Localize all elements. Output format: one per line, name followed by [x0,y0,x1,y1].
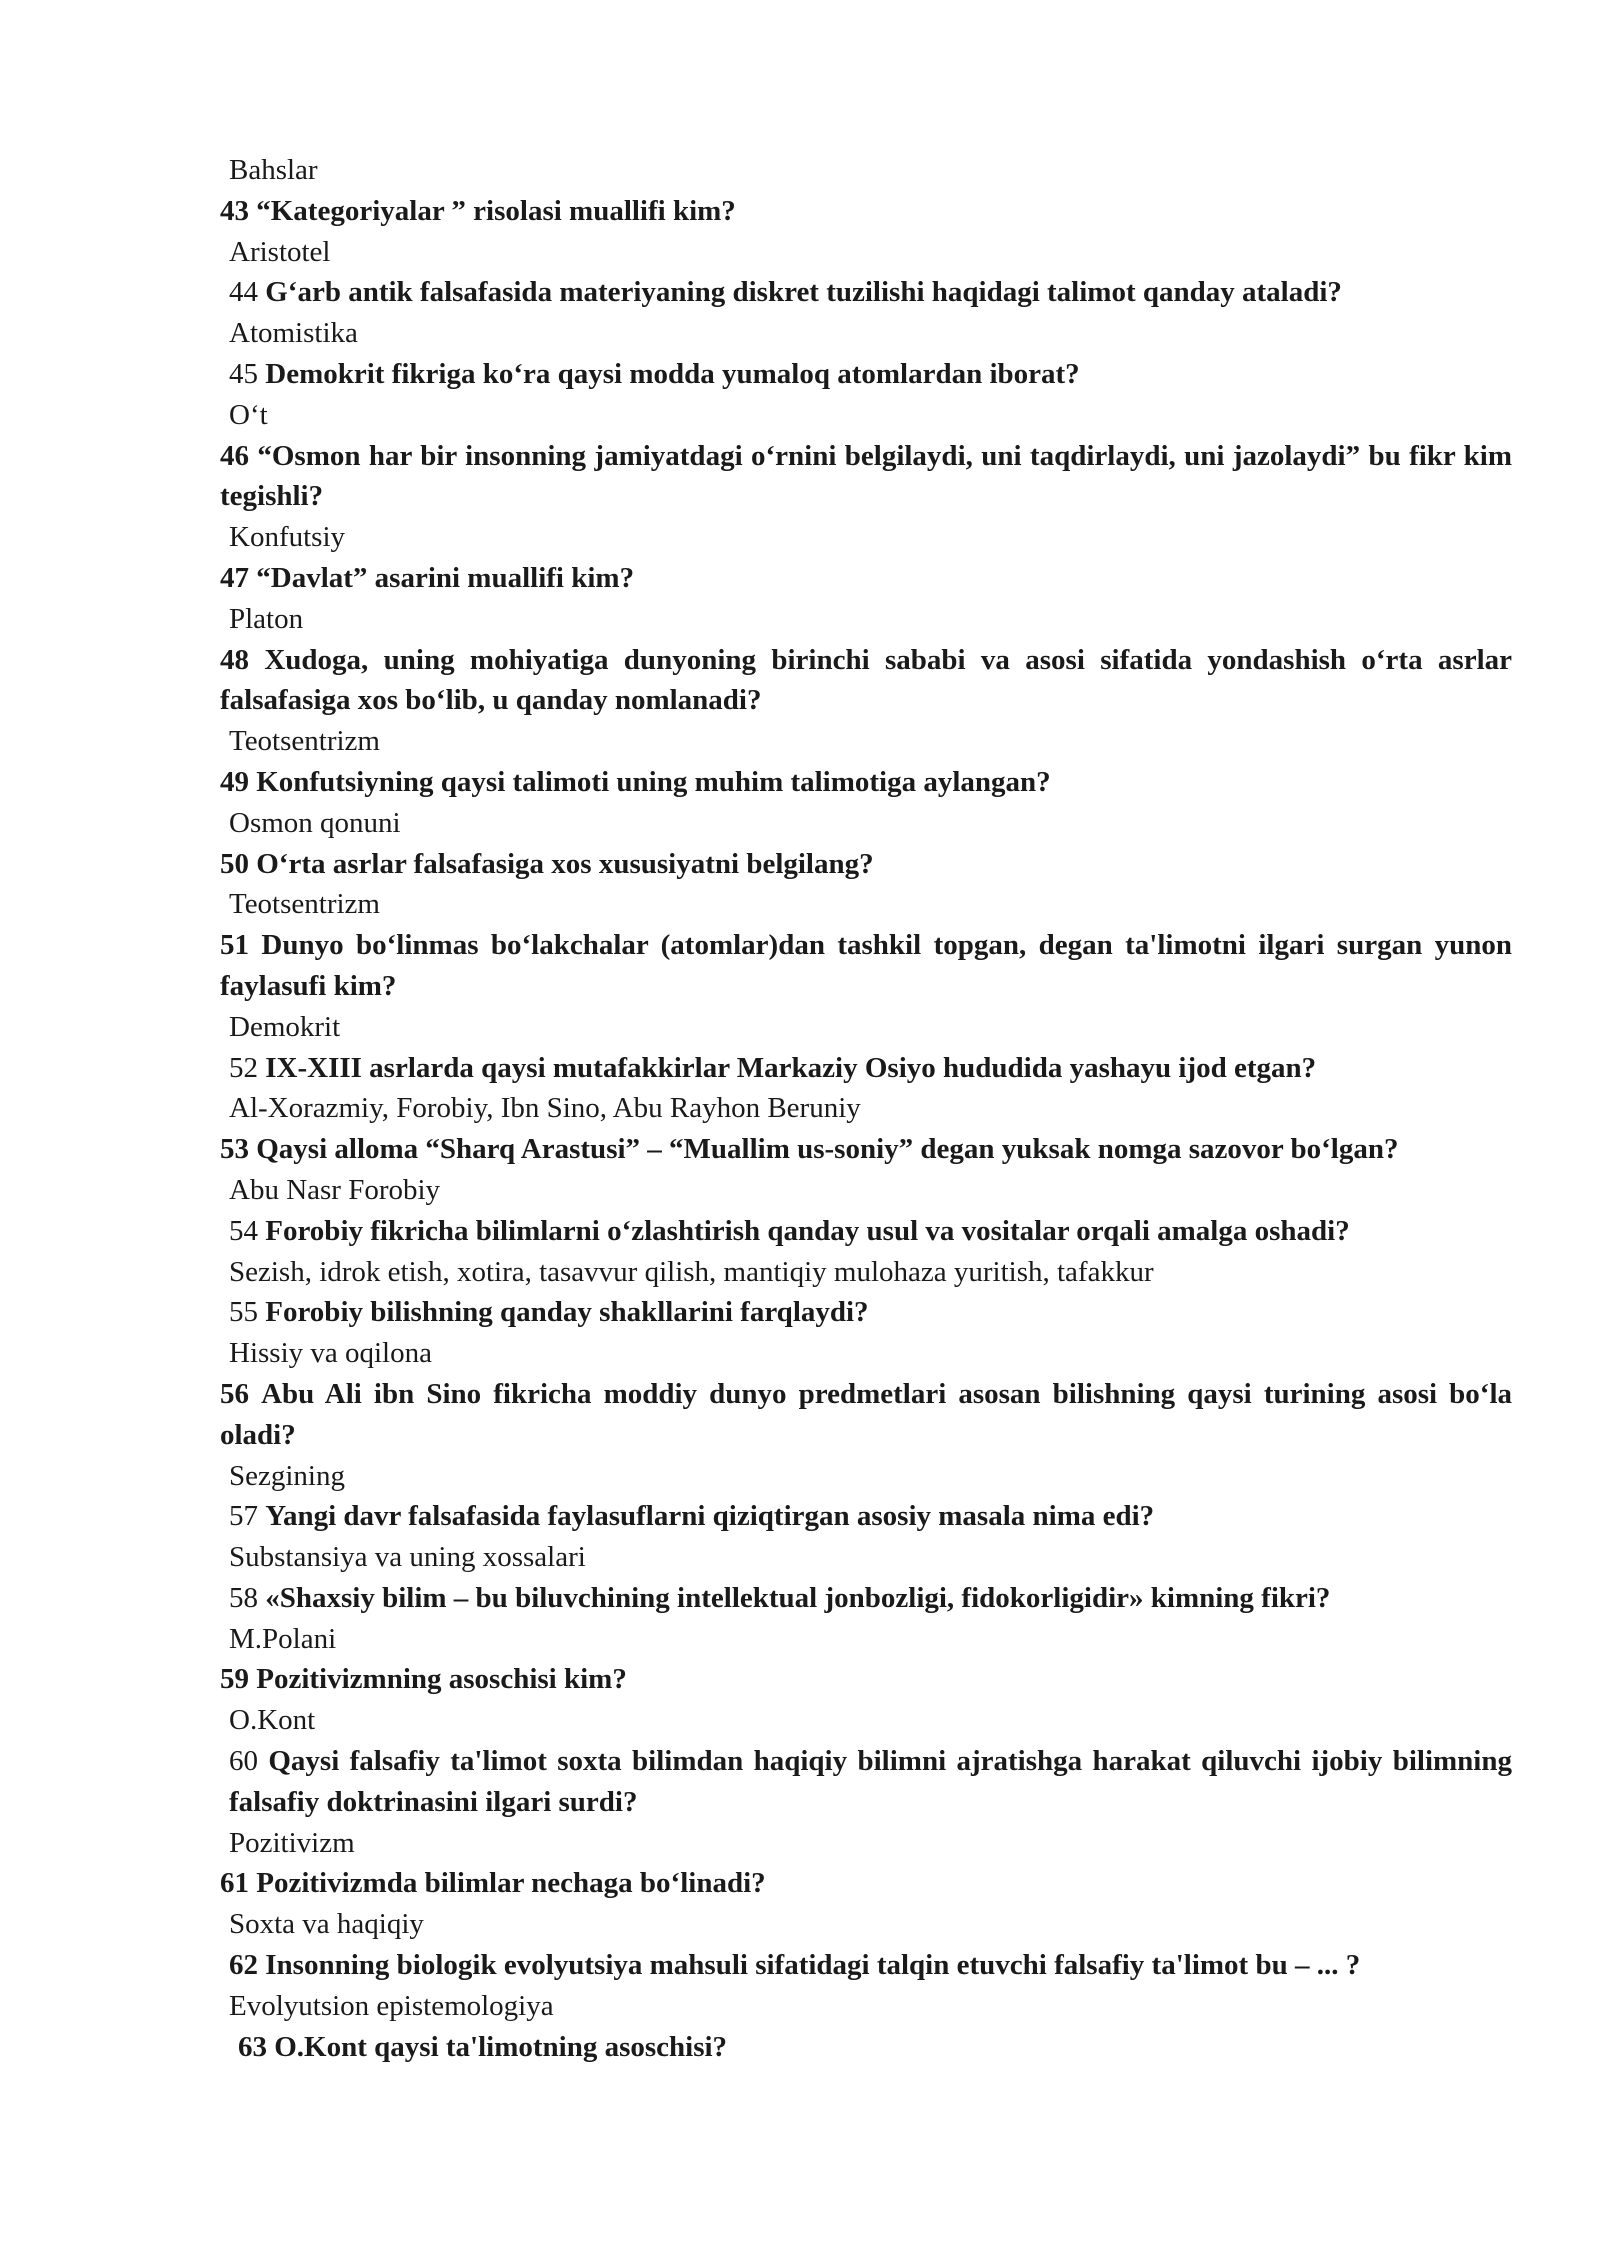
question-number: 46 [220,439,249,472]
question-text: Xudoga, uning mohiyatiga dunyoning birinchi sababi va asosi sifatida yondashish o‘rta asrlar falsafasiga xos bo‘lib, u qanday nomlanadi? [220,643,1513,717]
question-62 [220,1945,1512,1986]
question-text: “Kategoriyalar ” risolasi muallifi kim? [256,194,736,227]
answer-59: O.Kont [229,1704,316,1737]
answer-61: Soxta va haqiqiy [229,1908,424,1941]
question-number: 53 [220,1133,249,1166]
answer-48: Teotsentrizm [229,725,380,758]
question-number: 48 [220,643,249,676]
answer-55: Hissiy va oqilona [229,1337,432,1370]
question-63 [220,2027,1512,2068]
question-number: 47 [220,561,249,594]
question-text: Pozitivizmning asoschisi kim? [256,1663,627,1696]
question-number: 55 [229,1296,258,1329]
question-text: G‘arb antik falsafasida materiyaning diskret tuzilishi haqidagi talimot qanday ataladi? [265,276,1342,309]
question-49 [220,762,1512,803]
question-text: O‘rta asrlar falsafasiga xos xususiyatni belgilang? [256,847,874,880]
question-43 [220,191,1512,232]
answer-52: Al-Xorazmiy, Forobiy, Ibn Sino, Abu Rayhon Beruniy [229,1092,861,1125]
question-59 [220,1659,1512,1700]
qa-list [220,191,1512,2068]
question-46 [220,436,1512,518]
question-text: Pozitivizmda bilimlar nechaga bo‘linadi? [256,1867,766,1900]
question-56 [220,1374,1512,1456]
question-number: 63 [238,2030,267,2063]
document-page [220,150,1512,2067]
question-58 [220,1578,1512,1619]
question-48 [220,640,1512,722]
question-number: 58 [229,1581,258,1614]
question-text: Abu Ali ibn Sino fikricha moddiy dunyo predmetlari asosan bilishning qaysi turining asosi bo‘la oladi? [220,1377,1512,1451]
answer-53: Abu Nasr Forobiy [229,1173,441,1206]
question-text: Forobiy bilishning qanday shakllarini farqlaydi? [265,1296,869,1329]
question-text: Insonning biologik evolyutsiya mahsuli sifatidagi talqin etuvchi falsafiy ta'limot bu – ... ? [265,1949,1361,1982]
question-text: Forobiy fikricha bilimlarni o‘zlashtirish qanday usul va vositalar orqali amalga oshadi? [265,1214,1350,1247]
question-45 [220,354,1512,395]
question-number: 57 [229,1500,258,1533]
answer-62: Evolyutsion epistemologiya [229,1989,554,2022]
question-50 [220,844,1512,885]
question-44 [220,272,1512,313]
answer-50: Teotsentrizm [229,888,380,921]
answer-45: O‘t [229,398,268,431]
answer-57: Substansiya va uning xossalari [229,1541,586,1574]
question-57 [220,1496,1512,1537]
question-53 [220,1129,1512,1170]
question-number: 44 [229,276,258,309]
question-51 [220,925,1512,1007]
question-52 [220,1048,1512,1089]
question-text: Qaysi alloma “Sharq Arastusi” – “Muallim us-soniy” degan yuksak nomga sazovor bo‘lgan? [256,1133,1399,1166]
question-number: 45 [229,357,258,390]
answer-51: Demokrit [229,1010,341,1043]
question-number: 56 [220,1377,249,1410]
answer-60: Pozitivizm [229,1826,355,1859]
question-number: 62 [229,1949,258,1982]
question-text: Demokrit fikriga ko‘ra qaysi modda yumaloq atomlardan iborat? [265,357,1080,390]
question-61 [220,1863,1512,1904]
question-number: 59 [220,1663,249,1696]
question-number: 61 [220,1867,249,1900]
answer-56: Sezgining [229,1459,345,1492]
answer-43: Aristotel [229,235,331,268]
answer-44: Atomistika [229,317,358,350]
question-text: O.Kont qaysi ta'limotning asoschisi? [274,2030,728,2063]
question-number: 43 [220,194,249,227]
question-54 [220,1211,1512,1252]
question-number: 52 [229,1051,258,1084]
question-number: 49 [220,765,249,798]
answer-47: Platon [229,602,304,635]
answer-49: Osmon qonuni [229,806,401,839]
answer-58: M.Polani [229,1622,337,1655]
question-55 [220,1292,1512,1333]
question-number: 50 [220,847,249,880]
question-text: Dunyo bo‘linmas bo‘lakchalar (atomlar)dan tashkil topgan, degan ta'limotni ilgari surgan yunon faylasufi kim? [220,929,1513,1002]
answer-46: Konfutsiy [229,521,345,554]
question-text: Yangi davr falsafasida faylasuflarni qiziqtirgan asosiy masala nima edi? [265,1500,1155,1533]
question-text: Qaysi falsafiy ta'limot soxta bilimdan haqiqiy bilimni ajratishga harakat qiluvchi ijobiy bilimning falsafiy doktrinasini ilgari surdi? [229,1745,1512,1818]
question-text: “Osmon har bir insonning jamiyatdagi o‘rnini belgilaydi, uni taqdirlaydi, uni jazolaydi” bu fikr kim tegishli? [220,439,1512,513]
answer-text: Bahslar [229,154,318,186]
question-text: «Shaxsiy bilim – bu biluvchining intellektual jonbozligi, fidokorligidir» kimning fikri? [265,1581,1331,1614]
question-47 [220,558,1512,599]
question-text: IX-XIII asrlarda qaysi mutafakkirlar Markaziy Osiyo hududida yashayu ijod etgan? [265,1051,1317,1084]
question-text: “Davlat” asarini muallifi kim? [256,561,635,594]
answer-54: Sezish, idrok etish, xotira, tasavvur qilish, mantiqiy mulohaza yuritish, tafakkur [229,1255,1154,1288]
question-60 [220,1741,1512,1823]
question-number: 60 [229,1745,258,1778]
question-number: 54 [229,1214,258,1247]
question-number: 51 [220,929,249,962]
question-text: Konfutsiyning qaysi talimoti uning muhim talimotiga aylangan? [256,765,1051,798]
